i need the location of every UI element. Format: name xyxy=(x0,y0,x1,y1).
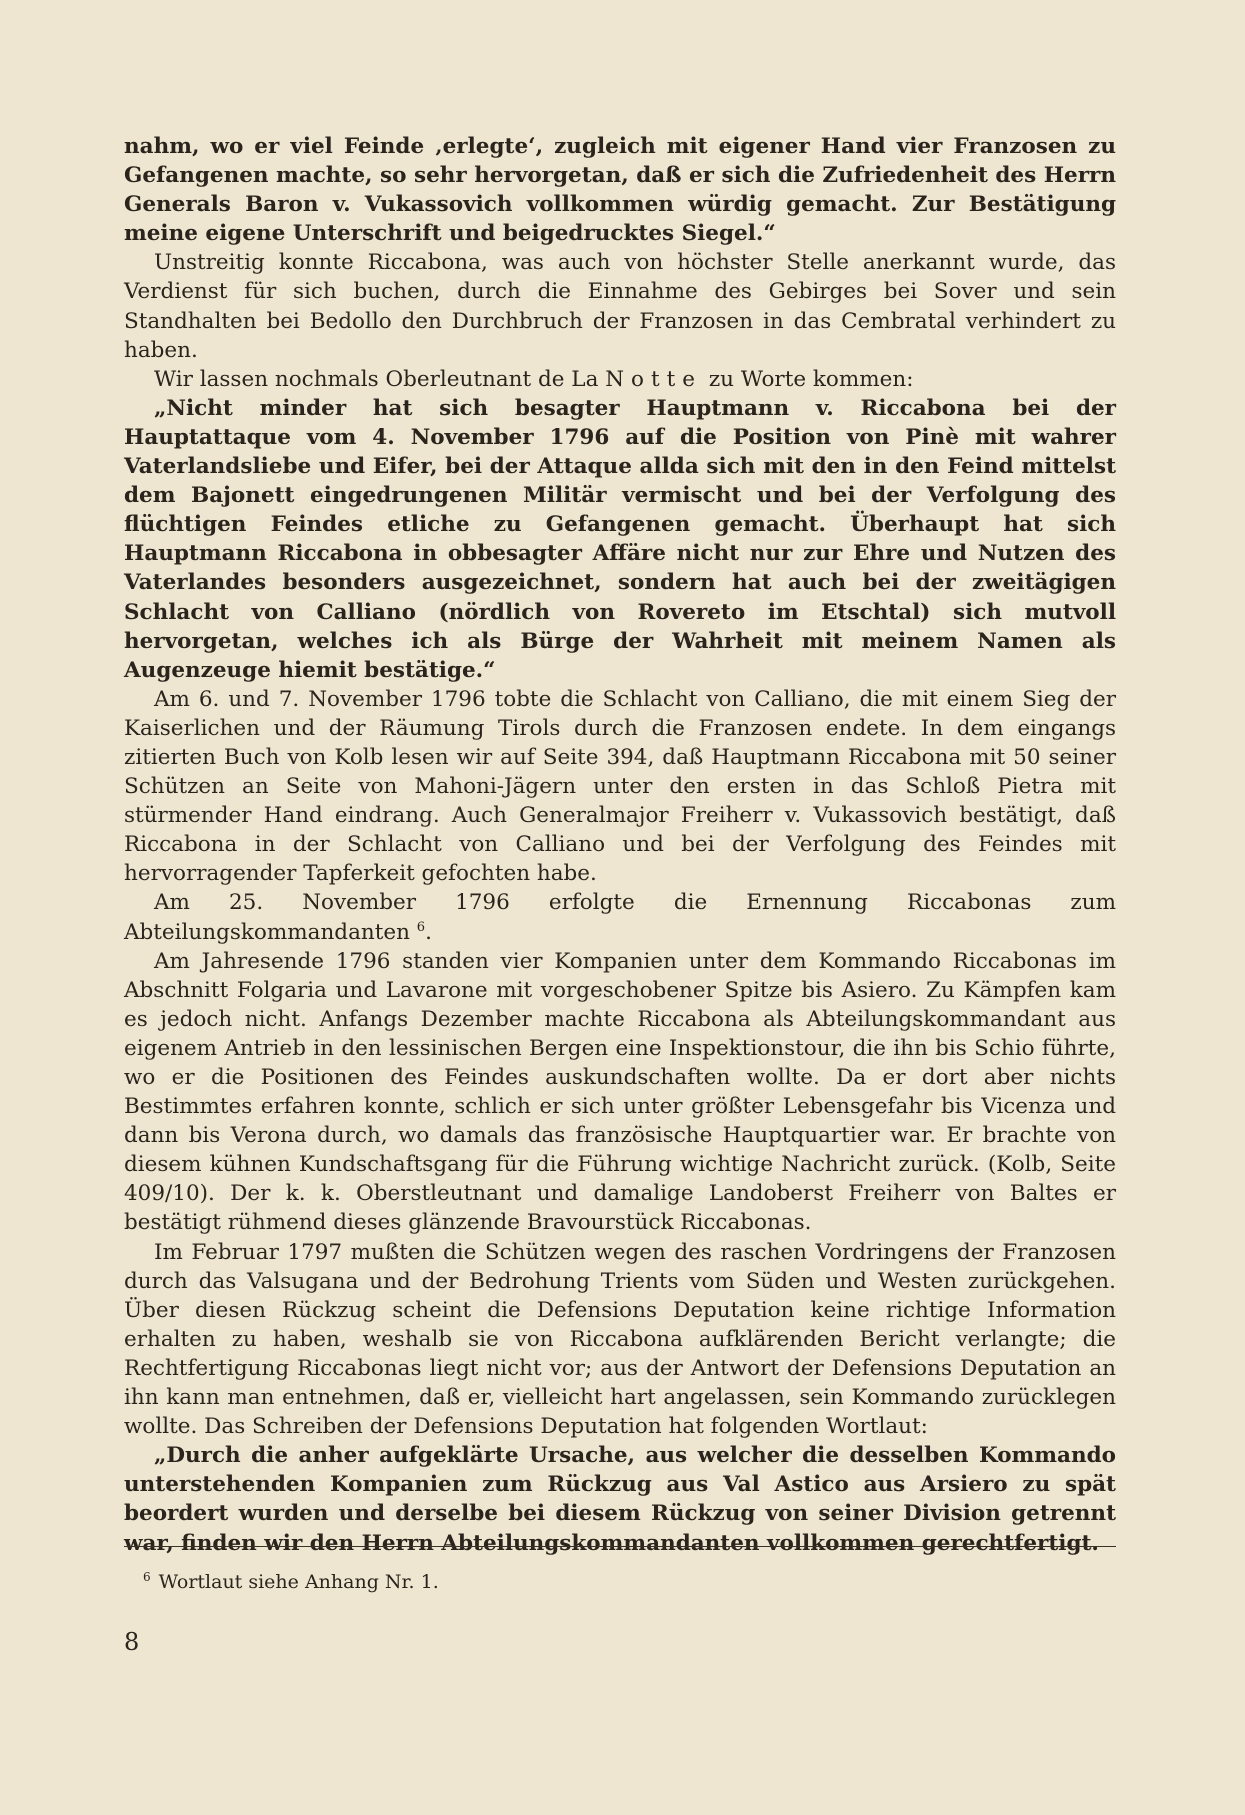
paragraph-3 xyxy=(124,365,1116,394)
paragraph-4-quote: „Nicht minder hat sich besagter Hauptmann v. Riccabona bei der Hauptattaque vom 4. November 1796 auf die Position von Pinè mit wahrer Vaterlandsliebe und Eifer, bei der Attaque allda sich mit den in den Feind mittelst dem Bajonett eingedrungenen Militär vermischt und bei der Verfolgung des flüchtigen Feindes etliche zu Gefangenen gemacht. Überhaupt hat sich Hauptmann Riccabona in obbesagter Affäre nicht nur zur Ehre und Nutzen des Vaterlandes besonders ausgezeichnet, sondern hat auch bei der zweitägigen Schlacht von Calliano (nördlich von Rovereto im Etschtal) sich mutvoll hervorgetan, welches ich als Bürge der Wahrheit mit meinem Namen als Augenzeuge hiemit bestätige.“ xyxy=(124,395,1116,683)
paragraph-2: Unstreitig konnte Riccabona, was auch von höchster Stelle anerkannt wurde, das Verdienst für sich buchen, durch die Einnahme des Gebirges bei Sover und sein Standhalten bei Bedollo den Durchbruch der Franzosen in das Cembratal verhindert zu haben. xyxy=(124,250,1116,363)
paragraph-7: Am Jahresende 1796 standen vier Kompanien unter dem Kommando Riccabonas im Abschnitt Folgaria und Lavarone mit vorgeschobener Spitze bis Asiero. Zu Kämpfen kam es jedoch nicht. Anfangs Dezember machte Riccabona als Abteilungskommandant aus eigenem Antrieb in den lessinischen Bergen eine Inspektionstour, die ihn bis Schio führte, wo er die Positionen des Feindes auskundschaften wollte. Da er dort aber nichts Bestimmtes erfahren konnte, schlich er sich unter größter Lebensgefahr bis Vicenza und dann bis Verona durch, wo damals das französische Hauptquartier war. Er brachte von diesem kühnen Kundschaftsgang für die Führung wichtige Nachricht zurück. (Kolb, Seite 409/10). Der k. k. Oberstleutnant und damalige Landoberst Freiherr von Baltes er bestätigt rühmend dieses glänzende Bravourstück Riccabonas. xyxy=(124,948,1116,1236)
footnote-text: Wortlaut siehe Anhang Nr. 1. xyxy=(158,1571,439,1593)
footnote-divider xyxy=(124,1546,1116,1547)
paragraph-3-after: zu Worte kommen: xyxy=(701,366,914,392)
footnote-number: 6 xyxy=(143,1570,151,1584)
paragraph-8: Im Februar 1797 mußten die Schützen wegen des raschen Vordringens der Franzosen durch das Valsugana und der Bedrohung Trients vom Süden und Westen zurückgehen. Über diesen Rückzug scheint die Defensions Deputation keine richtige Information erhalten zu haben, weshalb sie von Riccabona aufklärenden Bericht verlangte; die Rechtfertigung Riccabonas liegt nicht vor; aus der Antwort der Defensions Deputation an ihn kann man entnehmen, daß er, vielleicht hart angelassen, sein Kommando zurücklegen wollte. Das Schreiben der Defensions Deputation hat folgenden Wortlaut: xyxy=(124,1239,1116,1440)
paragraph-9-quote: „Durch die anher aufgeklärte Ursache, aus welcher die desselben Kommando unterstehenden Kompanien zum Rückzug aus Val Astico aus Arsiero zu spät beordert wurden und derselbe bei diesem Rückzug von seiner Division getrennt war, finden wir den Herrn Abteilungskommandanten vollkommen gerechtfertigt. xyxy=(124,1443,1116,1556)
spaced-name: Notte xyxy=(605,366,702,392)
paragraph-3-before: Wir lassen nochmals Oberleutnant de La xyxy=(154,366,606,392)
body-text xyxy=(124,132,1116,1558)
footnote xyxy=(143,1570,439,1593)
page-number: 8 xyxy=(124,1628,140,1656)
paragraph-6-after: . xyxy=(425,919,432,945)
paragraph-6-text: Am 25. November 1796 erfolgte die Ernennung Riccabonas zum Abteilungskommandanten xyxy=(124,890,1116,945)
paragraph-5: Am 6. und 7. November 1796 tobte die Schlacht von Calliano, die mit einem Sieg der Kaiserlichen und der Räumung Tirols durch die Franzosen endete. In dem eingangs zitierten Buch von Kolb lesen wir auf Seite 394, daß Hauptmann Riccabona mit 50 seiner Schützen an Seite von Mahoni-Jägern unter den ersten in das Schloß Pietra mit stürmender Hand eindrang. Auch Generalmajor Freiherr v. Vukassovich bestätigt, daß Riccabona in der Schlacht von Calliano und bei der Verfolgung des Feindes mit hervorragender Tapferkeit gefochten habe. xyxy=(124,686,1116,887)
paragraph-1: nahm, wo er viel Feinde ‚erlegte‘, zugleich mit eigener Hand vier Franzosen zu Gefangenen machte, so sehr hervorgetan, daß er sich die Zufriedenheit des Herrn Generals Baron v. Vukassovich vollkommen würdig gemacht. Zur Bestätigung meine eigene Unterschrift und beigedrucktes Siegel.“ xyxy=(124,134,1116,247)
paragraph-6 xyxy=(124,888,1116,946)
footnote-reference: 6 xyxy=(416,919,426,935)
